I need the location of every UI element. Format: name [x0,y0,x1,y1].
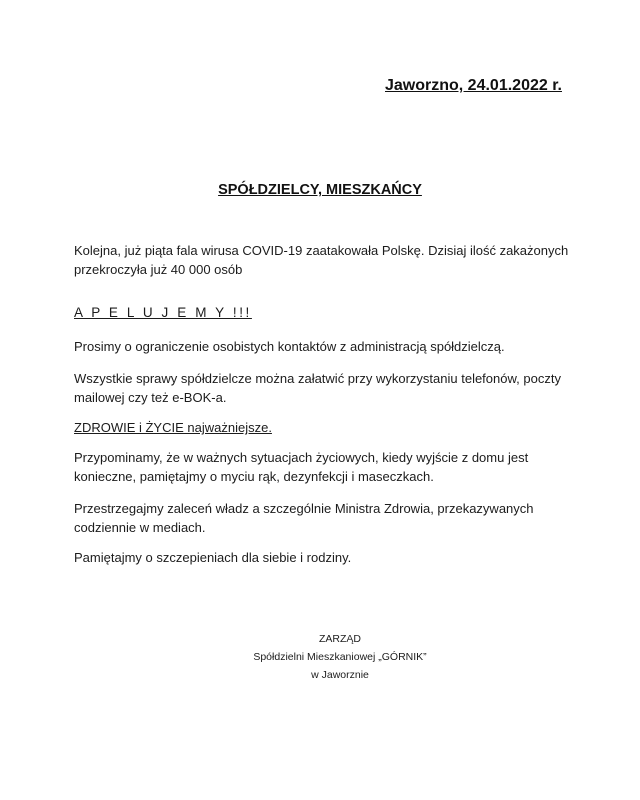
signature-board: ZARZĄD [319,633,361,645]
paragraph-vaccination: Pamiętajmy o szczepieniach dla siebie i rodziny. [74,550,352,565]
document-heading: SPÓŁDZIELCY, MIESZKAŃCY [218,182,422,198]
signature-cooperative: Spółdzielni Mieszkaniowej „GÓRNIK” [253,651,427,663]
document-date: Jaworzno, 24.01.2022 r. [385,77,562,94]
paragraph-health-life: ZDROWIE i ŻYCIE najważniejsze. [74,420,272,435]
paragraph-remote-services: Wszystkie sprawy spółdzielcze można załatwić przy wykorzystaniu telefonów, poczty mailowej czy też e-BOK-a. [74,371,561,405]
intro-paragraph: Kolejna, już piąta fala wirusa COVID-19 zaatakowała Polskę. Dzisiaj ilość zakażonych przekroczyła już 40 000 osób [74,243,569,277]
paragraph-contact-limit: Prosimy o ograniczenie osobistych kontaktów z administracją spółdzielczą. [74,339,505,354]
paragraph-follow-guidelines: Przestrzegajmy zaleceń władz a szczególnie Ministra Zdrowia, przekazywanych codziennie w mediach. [74,501,534,535]
appeal-heading: A P E L U J E M Y !!! [74,305,252,320]
signature-block [240,630,440,684]
paragraph-hygiene-reminder: Przypominamy, że w ważnych sytuacjach życiowych, kiedy wyjście z domu jest konieczne, pamiętajmy o myciu rąk, dezynfekcji i maseczkach. [74,450,529,484]
signature-location: w Jaworznie [311,669,369,681]
